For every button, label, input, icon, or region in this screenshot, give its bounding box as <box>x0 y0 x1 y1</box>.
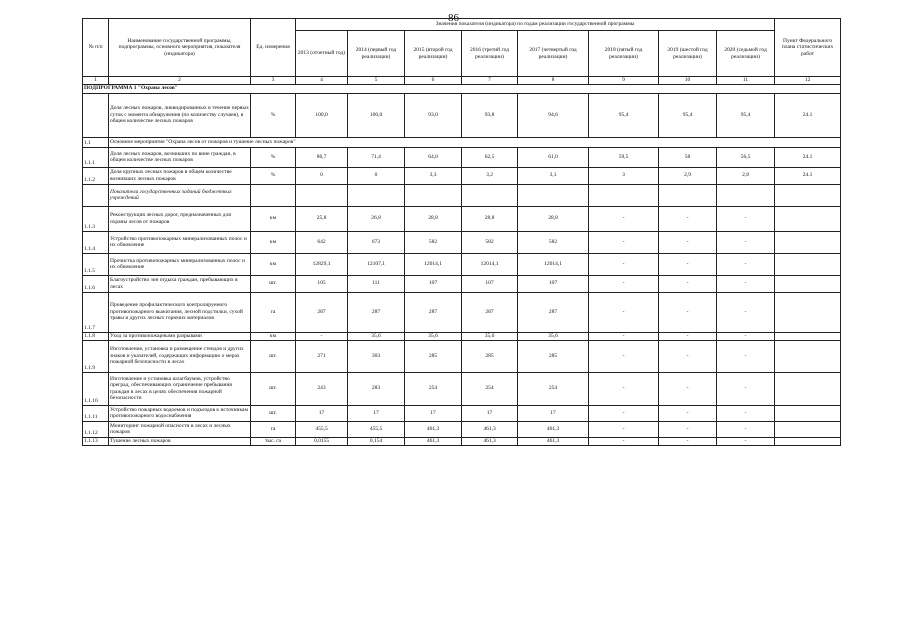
row-federal-point <box>775 437 841 445</box>
row-value: - <box>589 206 659 231</box>
row-value: 283 <box>348 372 405 405</box>
row-value: 271 <box>296 340 348 372</box>
row-unit: % <box>251 167 296 184</box>
row-federal-point <box>775 253 841 275</box>
row-value: 17 <box>518 405 589 421</box>
row-name: Изготовление и установка шлагбаумов, устройство преград, обеспечивающих ограничение пребывания граждан в лесах в целях обеспечения пожарной безопасности <box>109 372 251 405</box>
row-name: Реконструкция лесных дорог, предназначенных для охраны лесов от пожаров <box>109 206 251 231</box>
row-value: - <box>717 275 775 292</box>
table-row <box>83 147 841 167</box>
row-value: 64,0 <box>405 147 462 167</box>
header-col-number: 6 <box>405 77 462 85</box>
row-value: - <box>717 231 775 253</box>
indicators-table <box>82 18 841 446</box>
row-unit: га <box>251 421 296 437</box>
table-row <box>83 231 841 253</box>
row-name: Уход за противопожарными разрывами <box>109 332 251 340</box>
row-federal-point <box>775 292 841 332</box>
row-value: - <box>717 421 775 437</box>
row-code: 1.1.8 <box>83 332 109 340</box>
row-value: - <box>717 340 775 372</box>
row-value <box>659 184 717 206</box>
row-federal-point <box>775 275 841 292</box>
row-value: 287 <box>405 292 462 332</box>
page-number: 86 <box>448 12 459 24</box>
row-code: 1.1.10 <box>83 372 109 405</box>
row-value: - <box>589 421 659 437</box>
row-value: 0,154 <box>348 437 405 445</box>
row-value <box>462 184 518 206</box>
table-row <box>83 137 841 147</box>
row-value: - <box>659 437 717 445</box>
row-value: 28,8 <box>518 206 589 231</box>
row-value: 582 <box>462 231 518 253</box>
row-value: 12829,1 <box>296 253 348 275</box>
row-value: 93,0 <box>405 93 462 137</box>
row-value: - <box>717 206 775 231</box>
row-value: 254 <box>405 372 462 405</box>
row-value: 285 <box>462 340 518 372</box>
row-value: 35,6 <box>405 332 462 340</box>
row-value: 25,8 <box>296 206 348 231</box>
row-federal-point <box>775 231 841 253</box>
row-value: 95,4 <box>659 93 717 137</box>
row-federal-point: 24.1 <box>775 167 841 184</box>
row-federal-point <box>775 405 841 421</box>
row-unit <box>251 184 296 206</box>
header-col-name: Наименование государственной программы, подпрограммы, основного мероприятия, показателя (индикатора) <box>109 19 251 77</box>
header-col-number: 5 <box>348 77 405 85</box>
row-value: 12107,1 <box>348 253 405 275</box>
row-value: 95,4 <box>589 93 659 137</box>
row-unit: км <box>251 253 296 275</box>
row-value: 303 <box>348 340 405 372</box>
row-value: 111 <box>348 275 405 292</box>
row-federal-point <box>775 372 841 405</box>
row-name: Доля лесных пожаров, возникших по вине граждан, в общем количестве лесных пожаров <box>109 147 251 167</box>
row-value: - <box>589 253 659 275</box>
header-year: 2018 (пятый год реализации) <box>589 31 659 77</box>
row-name: Устройство противопожарных минерализованных полос и их обновление <box>109 231 251 253</box>
row-value: 100,0 <box>348 93 405 137</box>
row-unit: % <box>251 147 296 167</box>
row-unit: тыс. га <box>251 437 296 445</box>
row-value: 254 <box>518 372 589 405</box>
row-value: - <box>717 332 775 340</box>
row-value: 107 <box>405 275 462 292</box>
row-value <box>296 184 348 206</box>
header-col-number: 12 <box>775 77 841 85</box>
row-value: - <box>589 340 659 372</box>
row-value: - <box>717 253 775 275</box>
row-value <box>348 184 405 206</box>
row-value: 28,8 <box>462 206 518 231</box>
header-col-num: № п/п <box>83 19 109 77</box>
header-year: 2019 (шестой год реализации) <box>659 31 717 77</box>
header-year: 2015 (второй год реализации) <box>405 31 462 77</box>
row-value: 94,6 <box>518 93 589 137</box>
table-row <box>83 405 841 421</box>
header-col-number: 7 <box>462 77 518 85</box>
table-row <box>83 253 841 275</box>
row-value: 59,5 <box>589 147 659 167</box>
row-name: Проведение профилактического контролируемого противопожарного выжигания, лесной подстилки, сухой травы и других лесных горючих материалов <box>109 292 251 332</box>
header-year: 2016 (третий год реализации) <box>462 31 518 77</box>
table-row <box>83 206 841 231</box>
row-value: 17 <box>348 405 405 421</box>
row-federal-point <box>775 340 841 372</box>
row-unit: % <box>251 93 296 137</box>
row-value: 100,0 <box>296 93 348 137</box>
header-year: 2020 (седьмой год реализации) <box>717 31 775 77</box>
row-federal-point <box>775 332 841 340</box>
row-value: 71,4 <box>348 147 405 167</box>
header-col-unit: Ед. измерения <box>251 19 296 77</box>
row-value: 287 <box>518 292 589 332</box>
row-federal-point <box>775 206 841 231</box>
header-values-group: Значения показателя (индикатора) по годам реализации государственной программы <box>296 19 775 31</box>
table-row <box>83 437 841 445</box>
row-value: 107 <box>518 275 589 292</box>
row-code: 1.1.5 <box>83 253 109 275</box>
row-name: Прочистка противопожарных минерализованных полос и их обновление <box>109 253 251 275</box>
table-row <box>83 93 841 137</box>
row-unit: км <box>251 332 296 340</box>
row-value: 3,1 <box>518 167 589 184</box>
row-value <box>717 184 775 206</box>
header-year: 2013 (отчетный год) <box>296 31 348 77</box>
row-value: - <box>589 292 659 332</box>
row-federal-point <box>775 184 841 206</box>
header-col-number: 11 <box>717 77 775 85</box>
row-name: Доля лесных пожаров, ликвидированных в течение первых суток с момента обнаружения (по количеству случаев), в общем количестве лесных пожаров <box>109 93 251 137</box>
row-value: 2,9 <box>659 167 717 184</box>
row-code: 1.1.3 <box>83 206 109 231</box>
row-value: 287 <box>348 292 405 332</box>
row-name: Тушение лесных пожаров <box>109 437 251 445</box>
row-value: - <box>717 405 775 421</box>
row-value: 0 <box>296 167 348 184</box>
header-col-number: 2 <box>109 77 251 85</box>
row-value: - <box>589 275 659 292</box>
row-value: 93,8 <box>462 93 518 137</box>
row-unit: км <box>251 206 296 231</box>
header-year: 2014 (первый год реализации) <box>348 31 405 77</box>
row-value: 461,3 <box>462 421 518 437</box>
row-value: - <box>589 231 659 253</box>
row-value: 461,3 <box>518 421 589 437</box>
row-value: 26,8 <box>348 206 405 231</box>
row-value: 35,6 <box>348 332 405 340</box>
row-code: 1.1.13 <box>83 437 109 445</box>
row-value: 86,7 <box>296 147 348 167</box>
row-unit: шт. <box>251 405 296 421</box>
header-col-number: 9 <box>589 77 659 85</box>
table-row <box>83 340 841 372</box>
row-name: Изготовление, установка и размещение стендов и других знаков и указателей, содержащих информацию о мерах пожарной безопасности в лесах <box>109 340 251 372</box>
row-value: 35,6 <box>518 332 589 340</box>
row-value: 56,5 <box>717 147 775 167</box>
row-value: 3,2 <box>462 167 518 184</box>
table-row <box>83 332 841 340</box>
row-value: 582 <box>405 231 462 253</box>
header-col-number: 4 <box>296 77 348 85</box>
table-row <box>83 372 841 405</box>
row-value: 287 <box>462 292 518 332</box>
row-value: 285 <box>518 340 589 372</box>
row-code: 1.1.6 <box>83 275 109 292</box>
table-row <box>83 292 841 332</box>
row-value: 287 <box>296 292 348 332</box>
row-value: 0,0155 <box>296 437 348 445</box>
row-value: - <box>717 292 775 332</box>
row-value: 12014,1 <box>405 253 462 275</box>
row-federal-point: 24.1 <box>775 93 841 137</box>
table-row <box>83 421 841 437</box>
row-value: 28,8 <box>405 206 462 231</box>
row-value: 61,0 <box>518 147 589 167</box>
row-value: 254 <box>462 372 518 405</box>
row-value: - <box>659 340 717 372</box>
row-name: Основное мероприятие "Охрана лесов от пожаров и тушение лесных пожаров" <box>109 137 841 147</box>
row-value: - <box>659 372 717 405</box>
row-name: Благоустройство зон отдыха граждан, пребывающих в лесах <box>109 275 251 292</box>
row-value: - <box>659 253 717 275</box>
row-value: - <box>717 437 775 445</box>
row-value <box>518 184 589 206</box>
row-value: 461,3 <box>405 437 462 445</box>
header-col-number: 10 <box>659 77 717 85</box>
row-value <box>405 184 462 206</box>
row-value: - <box>659 231 717 253</box>
row-code: 1.1.9 <box>83 340 109 372</box>
row-value: 12014,1 <box>518 253 589 275</box>
row-value: - <box>659 421 717 437</box>
row-value: 243 <box>296 372 348 405</box>
header-year: 2017 (четвертый год реализации) <box>518 31 589 77</box>
table-row <box>83 184 841 206</box>
row-unit: шт. <box>251 340 296 372</box>
row-name: Показатели государственных заданий бюджетных учреждений <box>109 184 251 206</box>
table-row <box>83 275 841 292</box>
row-value: 17 <box>462 405 518 421</box>
row-unit: шт. <box>251 372 296 405</box>
row-value: - <box>659 332 717 340</box>
row-value: - <box>589 405 659 421</box>
row-name: Мониторинг пожарной опасности в лесах и лесных пожаров <box>109 421 251 437</box>
row-value: 0 <box>348 167 405 184</box>
row-value: - <box>717 372 775 405</box>
row-value: 455,5 <box>296 421 348 437</box>
row-code: 1.1.4 <box>83 231 109 253</box>
row-code: 1.1 <box>83 137 109 147</box>
header-col-number: 1 <box>83 77 109 85</box>
row-value <box>589 184 659 206</box>
row-value: 17 <box>405 405 462 421</box>
row-value: 105 <box>296 275 348 292</box>
row-value: 12014,1 <box>462 253 518 275</box>
row-code: 1.1.7 <box>83 292 109 332</box>
row-value: 17 <box>296 405 348 421</box>
row-value: 58 <box>659 147 717 167</box>
row-value: 455,5 <box>348 421 405 437</box>
row-value: 582 <box>518 231 589 253</box>
header-col-federal: Пункт Федерального плана статистических работ <box>775 19 841 77</box>
row-name: Устройство пожарных водоемов и подъездов к источникам противопожарного водоснабжения <box>109 405 251 421</box>
row-value: 62,5 <box>462 147 518 167</box>
header-col-number: 3 <box>251 77 296 85</box>
row-value: 673 <box>348 231 405 253</box>
row-value: - <box>659 206 717 231</box>
row-name: Доля крупных лесных пожаров в общем количестве возникших лесных пожаров <box>109 167 251 184</box>
row-value: 461,3 <box>405 421 462 437</box>
row-value: - <box>659 275 717 292</box>
row-federal-point <box>775 421 841 437</box>
row-value: 461,3 <box>462 437 518 445</box>
row-value: - <box>589 437 659 445</box>
row-value: 642 <box>296 231 348 253</box>
row-value: - <box>296 332 348 340</box>
row-value: 461,3 <box>518 437 589 445</box>
row-code: 1.1.11 <box>83 405 109 421</box>
row-code <box>83 93 109 137</box>
header-col-number: 8 <box>518 77 589 85</box>
table-row <box>83 167 841 184</box>
subprogram-title: ПОДПРОГРАММА 1 "Охрана лесов" <box>83 84 841 93</box>
row-value: - <box>589 372 659 405</box>
row-value: 107 <box>462 275 518 292</box>
row-unit: га <box>251 292 296 332</box>
row-value: 3 <box>589 167 659 184</box>
row-value: 285 <box>405 340 462 372</box>
row-value: - <box>659 405 717 421</box>
row-unit: км <box>251 231 296 253</box>
row-value: 35,6 <box>462 332 518 340</box>
row-value: 2,8 <box>717 167 775 184</box>
row-code: 1.1.1 <box>83 147 109 167</box>
row-code <box>83 184 109 206</box>
row-value: 95,4 <box>717 93 775 137</box>
row-federal-point: 24.1 <box>775 147 841 167</box>
row-unit: шт. <box>251 275 296 292</box>
row-code: 1.1.12 <box>83 421 109 437</box>
row-value: - <box>659 292 717 332</box>
row-value: 3,3 <box>405 167 462 184</box>
row-code: 1.1.2 <box>83 167 109 184</box>
row-value: - <box>589 332 659 340</box>
